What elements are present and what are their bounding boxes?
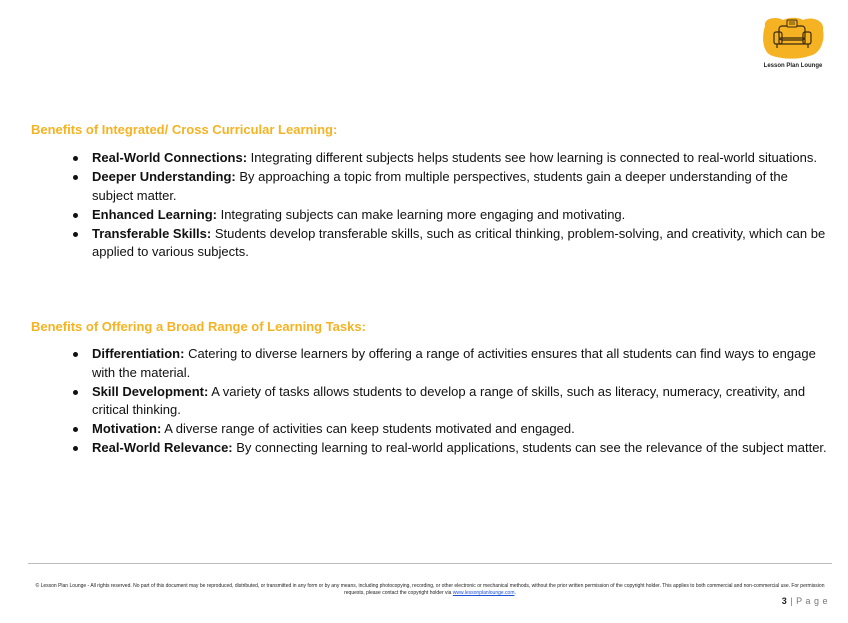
bullet-description: Students develop transferable skills, such as critical thinking, problem-solving, and creativity, which can be applied to various subjects. [92, 225, 826, 259]
sofa-logo-icon [759, 16, 827, 60]
logo-text: Lesson Plan Lounge [763, 63, 823, 69]
bullet-description: Integrating subjects can make learning more engaging and motivating. [216, 206, 626, 222]
bullet-dot-icon [73, 156, 78, 161]
copyright-suffix: . [514, 590, 516, 596]
bullet-item [70, 420, 832, 439]
bullet-term: Enhanced Learning: [92, 206, 217, 222]
bullet-description: Integrating different subjects helps students see how learning is connected to real-world situations. [247, 150, 817, 165]
bullet-item [70, 149, 832, 168]
bullet-dot-icon [73, 213, 78, 218]
bullet-dot-icon [73, 175, 78, 180]
bullet-description: Catering to diverse learners by offering a range of activities ensures that all students can find ways to engage with the material. [92, 346, 816, 380]
bullet-dot-icon [73, 352, 78, 357]
bullet-term: Motivation: [92, 421, 162, 436]
bullet-item [70, 345, 832, 382]
bullet-description: By approaching a topic from multiple perspectives, students gain a deeper understanding of the subject matter. [92, 169, 788, 203]
bullet-description: By connecting learning to real-world applications, students can see the relevance of the subject matter. [232, 440, 827, 455]
page-number-separator: | [787, 596, 797, 606]
bullet-dot-icon [73, 427, 78, 432]
bullet-term: Real-World Connections: [92, 150, 248, 165]
bullet-item [70, 206, 832, 225]
page-number [782, 596, 828, 606]
copyright-text: © Lesson Plan Lounge - All rights reserved. No part of this document may be reproduced, distributed, or transmitted in any form or by any means, including photocopying, recording, or other electronic or mechanical methods, without the prior written permission of the copyright holder. This applies to both commercial and non-commercial use. For permission requests, please contact the copyright holder via [35, 583, 825, 596]
bullet-dot-icon [73, 232, 78, 237]
learning-tasks-benefits-list [70, 345, 832, 458]
bullet-term: Skill Development: [92, 383, 209, 399]
bullet-item [70, 383, 832, 420]
copyright-notice [28, 583, 832, 597]
page-number-value: 3 [781, 596, 788, 606]
bullet-item [70, 168, 832, 205]
section-heading-integrated-learning: Benefits of Integrated/ Cross Curricular Learning: [31, 122, 338, 137]
bullet-term: Transferable Skills: [92, 225, 212, 241]
footer-divider [28, 563, 832, 564]
bullet-description: A variety of tasks allows students to develop a range of skills, such as literacy, numeracy, creativity, and critical thinking. [92, 383, 806, 417]
website-link[interactable]: www.lessonplanlounge.com [452, 590, 515, 596]
bullet-dot-icon [73, 446, 78, 451]
bullet-item [70, 225, 832, 262]
bullet-description: A diverse range of activities can keep students motivated and engaged. [161, 421, 575, 436]
bullet-term: Differentiation: [92, 346, 185, 361]
section-heading-learning-tasks: Benefits of Offering a Broad Range of Learning Tasks: [31, 319, 366, 334]
bullet-term: Real-World Relevance: [92, 440, 233, 455]
page-label: P a g e [796, 596, 828, 606]
bullet-term: Deeper Understanding: [92, 169, 236, 184]
bullet-dot-icon [73, 390, 78, 395]
logo [756, 16, 830, 72]
integrated-learning-benefits-list [70, 149, 832, 262]
bullet-item [70, 439, 832, 458]
